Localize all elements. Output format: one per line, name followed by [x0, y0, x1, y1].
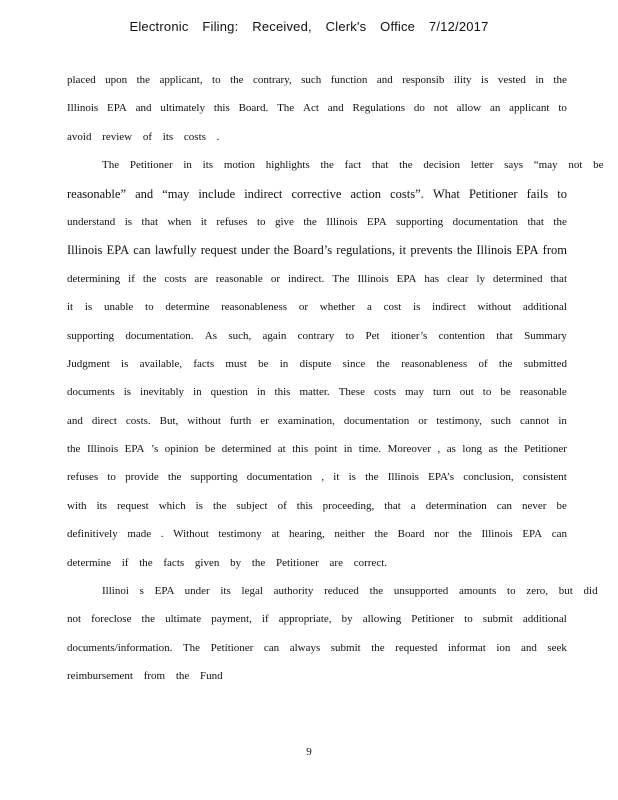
word: ility	[453, 74, 472, 86]
word: testimony	[218, 528, 262, 541]
word: contrary,	[252, 74, 292, 86]
document-body	[67, 66, 604, 691]
word: be	[258, 357, 269, 370]
word: since	[342, 357, 366, 370]
word: EPA	[396, 272, 417, 285]
word: and	[520, 641, 537, 654]
text-line	[67, 662, 567, 690]
word: that	[384, 499, 401, 512]
text-line	[67, 94, 567, 122]
word: to	[482, 386, 492, 399]
word: costs	[373, 386, 396, 399]
word: such	[490, 414, 512, 427]
word: the	[142, 272, 157, 285]
word: request	[200, 243, 237, 258]
word: unable	[103, 301, 134, 314]
word: turn	[432, 386, 451, 399]
word: cost	[383, 301, 402, 314]
word: costs	[164, 272, 187, 285]
word: ultimately	[160, 102, 205, 115]
word: indirect.	[287, 272, 325, 285]
word: Illinois	[387, 471, 419, 484]
word: this	[213, 102, 230, 115]
word: to	[464, 613, 473, 626]
word: is	[481, 74, 489, 86]
word: supporting	[190, 471, 238, 484]
word: and	[135, 186, 154, 201]
text-run: The Petitioner in its motion highlights the fact that the decision letter says “may not be	[102, 159, 604, 172]
word: ’s	[150, 443, 159, 456]
text-line	[67, 463, 567, 491]
word: the	[458, 528, 472, 541]
word: submitted	[523, 357, 567, 370]
text-line	[67, 350, 567, 378]
word: EPA	[366, 215, 387, 228]
word: as	[488, 443, 498, 456]
word: in	[279, 357, 289, 370]
word: without	[187, 414, 221, 427]
word: by	[341, 613, 353, 626]
word: in	[256, 386, 266, 399]
word: neither	[334, 528, 365, 541]
word: Illinois	[86, 443, 119, 456]
word: time.	[358, 443, 382, 456]
word: has	[424, 272, 440, 285]
word: Act	[303, 102, 319, 115]
text-line	[67, 180, 567, 208]
word: facts	[193, 357, 215, 370]
word: of	[277, 499, 287, 512]
word: the	[212, 499, 227, 512]
word: that	[550, 272, 567, 285]
word: the	[376, 357, 390, 370]
word: upon	[105, 74, 128, 86]
word: inevitably	[140, 386, 185, 399]
word: an	[489, 102, 501, 115]
text-run: avoid review of its costs .	[67, 130, 220, 143]
text-line	[67, 322, 567, 350]
word: reasonable	[519, 386, 567, 399]
word: may	[405, 386, 424, 399]
word: ,	[321, 471, 325, 484]
word: Board	[397, 528, 425, 541]
word: include	[198, 186, 236, 201]
word: testimony,	[436, 414, 482, 427]
word: in	[535, 74, 544, 86]
word: is	[123, 386, 132, 399]
word: lawfully	[154, 243, 197, 258]
word: fails	[526, 186, 549, 201]
word: can	[263, 641, 280, 654]
word: can	[496, 499, 513, 512]
word: submit	[482, 613, 513, 626]
text-run: determine if the facts given by the Petitioner are correct.	[67, 556, 388, 569]
text-line	[67, 520, 567, 548]
word: reasonableness	[221, 301, 288, 314]
word: Petitioner	[524, 443, 567, 456]
word: matter.	[299, 386, 330, 399]
word: is	[124, 215, 133, 228]
word: .	[160, 528, 164, 541]
word: at	[277, 443, 286, 456]
word: corrective	[291, 186, 342, 201]
word: documents/information.	[67, 641, 173, 654]
word: supporting	[67, 329, 115, 342]
word: be	[204, 443, 216, 456]
text-line	[67, 435, 567, 463]
word: costs.	[125, 414, 151, 427]
word: its	[96, 499, 107, 512]
word: Judgment	[67, 357, 110, 370]
word: available,	[139, 357, 183, 370]
word: The	[277, 102, 295, 115]
word: never	[522, 499, 547, 512]
word: The	[332, 272, 350, 285]
word: function	[330, 74, 368, 86]
word: contention	[438, 329, 486, 342]
word: applicant,	[159, 74, 203, 86]
word: long	[462, 443, 482, 456]
word: determination	[425, 499, 487, 512]
word: These	[338, 386, 365, 399]
text-run: reimbursement from the Fund	[67, 670, 223, 683]
word: documentation	[452, 215, 519, 228]
word: refuses	[67, 471, 99, 484]
text-line	[67, 549, 567, 577]
text-line	[67, 407, 567, 435]
word: Board’s	[293, 243, 333, 258]
word: it	[67, 301, 74, 314]
word: nor	[434, 528, 449, 541]
text-line	[67, 151, 604, 179]
word: do	[413, 102, 425, 115]
word: prevents	[410, 243, 453, 258]
word: determined	[221, 443, 272, 456]
word: reasonable	[215, 272, 263, 285]
word: clear	[447, 272, 469, 285]
word: opinion	[164, 443, 199, 456]
word: the	[67, 443, 81, 456]
word: dispute	[299, 357, 332, 370]
word: not	[433, 102, 448, 115]
text-line	[67, 66, 567, 94]
word: Regulations	[352, 102, 406, 115]
word: vested	[497, 74, 526, 86]
word: can	[133, 243, 151, 258]
word: this	[274, 386, 291, 399]
word: and	[135, 102, 152, 115]
word: EPA	[522, 528, 543, 541]
word: Illinois	[476, 243, 512, 258]
word: ultimate	[165, 613, 202, 626]
word: Illinois	[481, 528, 513, 541]
word: documents	[67, 386, 115, 399]
word: additional	[522, 301, 567, 314]
word: that	[527, 215, 544, 228]
word: be	[500, 386, 511, 399]
word: placed	[67, 74, 96, 86]
word: EPA	[516, 243, 539, 258]
word: definitively	[67, 528, 118, 541]
word: made	[127, 528, 152, 541]
word: itioner’s	[390, 329, 428, 342]
word: applicant	[509, 102, 550, 115]
word: a	[366, 301, 372, 314]
word: Petitioner	[468, 186, 518, 201]
text-line	[67, 265, 567, 293]
word: The	[182, 641, 201, 654]
word: it	[200, 215, 207, 228]
word: the	[230, 74, 244, 86]
word: in	[558, 414, 567, 427]
word: are	[194, 272, 208, 285]
word: determined	[493, 272, 543, 285]
word: regulations,	[336, 243, 395, 258]
word: the	[141, 613, 155, 626]
word: the	[498, 357, 513, 370]
word: as	[446, 443, 456, 456]
word: is	[413, 301, 421, 314]
word: subject	[236, 499, 268, 512]
word: question	[210, 386, 248, 399]
word: Without	[173, 528, 209, 541]
word: direct	[91, 414, 117, 427]
word: the	[553, 74, 567, 86]
word: But,	[159, 414, 179, 427]
word: with	[67, 499, 87, 512]
text-run: Illinoi s EPA under its legal authority reduced the unsupported amounts to zero, but did	[102, 585, 598, 598]
word: of	[478, 357, 488, 370]
word: the	[371, 641, 385, 654]
word: it	[333, 471, 340, 484]
word: the	[365, 471, 379, 484]
word: refuses	[216, 215, 248, 228]
word: Illinois	[67, 102, 99, 115]
word: under	[241, 243, 270, 258]
word: informat	[447, 641, 486, 654]
word: to	[145, 301, 154, 314]
word: Illinois	[357, 272, 389, 285]
word: supporting	[396, 215, 444, 228]
word: the	[167, 471, 182, 484]
word: indirect	[432, 301, 466, 314]
word: can	[551, 528, 567, 541]
word: be	[556, 499, 567, 512]
word: provide	[125, 471, 159, 484]
word: contrary	[297, 329, 335, 342]
word: request	[116, 499, 149, 512]
word: EPA	[106, 243, 130, 258]
word: or	[418, 414, 428, 427]
word: always	[289, 641, 321, 654]
word: that	[141, 215, 159, 228]
word: Summary	[524, 329, 567, 342]
word: responsib	[402, 74, 445, 86]
word: Pet	[365, 329, 380, 342]
word: hearing,	[289, 528, 325, 541]
word: What	[432, 186, 460, 201]
word: this	[296, 499, 313, 512]
word: a	[410, 499, 416, 512]
word: again	[262, 329, 287, 342]
word: understand	[67, 215, 116, 228]
text-line	[67, 123, 567, 151]
word: which	[158, 499, 186, 512]
word: As	[204, 329, 218, 342]
word: in	[193, 386, 202, 399]
word: examination,	[277, 414, 335, 427]
text-line	[67, 293, 567, 321]
word: allowing	[362, 613, 402, 626]
word: if	[128, 272, 135, 285]
word: or	[270, 272, 280, 285]
word: reasonableness	[401, 357, 468, 370]
word: payment,	[211, 613, 252, 626]
text-line	[67, 492, 567, 520]
word: if	[261, 613, 269, 626]
word: that	[496, 329, 513, 342]
word: ion	[496, 641, 511, 654]
word: the	[456, 243, 473, 258]
word: and	[67, 414, 83, 427]
word: the	[136, 74, 151, 86]
word: ly	[476, 272, 486, 285]
word: requested	[395, 641, 438, 654]
word: documentation.	[125, 329, 194, 342]
word: when	[167, 215, 192, 228]
word: Moreover	[387, 443, 431, 456]
word: proceeding,	[322, 499, 375, 512]
word: EPA	[124, 443, 145, 456]
word: documentation	[246, 471, 313, 484]
word: such	[301, 74, 322, 86]
word: without	[477, 301, 512, 314]
word: and	[376, 74, 393, 86]
word: Petitioner	[210, 641, 254, 654]
word: cannot	[520, 414, 550, 427]
word: to	[558, 102, 567, 115]
word: from	[542, 243, 567, 258]
word: reasonable”	[67, 186, 126, 201]
word: er	[260, 414, 269, 427]
word: this	[292, 443, 309, 456]
word: whether	[319, 301, 356, 314]
word: out	[459, 386, 474, 399]
word: give	[274, 215, 294, 228]
word: not	[67, 613, 82, 626]
text-line	[67, 577, 598, 605]
filing-stamp-header: Electronic Filing: Received, Clerk's Office 7/12/2017	[129, 19, 489, 34]
word: ,	[437, 443, 441, 456]
word: Petitioner	[411, 613, 455, 626]
text-line	[67, 634, 567, 662]
word: Illinois	[326, 215, 358, 228]
word: appropriate,	[278, 613, 332, 626]
word: point	[314, 443, 338, 456]
word: the	[504, 443, 518, 456]
text-line	[67, 236, 567, 264]
word: is	[348, 471, 356, 484]
word: seek	[547, 641, 567, 654]
word: consistent	[522, 471, 567, 484]
page-number: 9	[306, 746, 312, 758]
word: additional	[522, 613, 567, 626]
word: to	[212, 74, 221, 86]
word: the	[273, 243, 289, 258]
word: the	[374, 528, 388, 541]
word: costs”.	[390, 186, 424, 201]
word: it	[399, 243, 407, 258]
word: “may	[162, 186, 190, 201]
word: must	[225, 357, 247, 370]
word: or	[298, 301, 308, 314]
word: EPA	[107, 102, 127, 115]
word: the	[303, 215, 317, 228]
text-line	[67, 208, 567, 236]
word: EPA’s	[428, 471, 455, 484]
word: to	[107, 471, 116, 484]
word: foreclose	[91, 613, 132, 626]
word: in	[343, 443, 353, 456]
word: to	[345, 329, 355, 342]
word: action	[350, 186, 382, 201]
word: such,	[228, 329, 252, 342]
word: conclusion,	[463, 471, 514, 484]
word: furth	[229, 414, 252, 427]
text-line	[67, 605, 567, 633]
word: indirect	[244, 186, 283, 201]
word: Illinois	[67, 243, 103, 258]
word: Board.	[238, 102, 269, 115]
word: is	[121, 357, 129, 370]
word: submit	[330, 641, 361, 654]
word: is	[195, 499, 203, 512]
word: to	[256, 215, 266, 228]
text-line	[67, 378, 567, 406]
word: the	[553, 215, 567, 228]
word: allow	[456, 102, 482, 115]
word: and	[327, 102, 344, 115]
word: determine	[165, 301, 210, 314]
word: to	[557, 186, 567, 201]
word: determining	[67, 272, 121, 285]
word: is	[84, 301, 93, 314]
word: at	[271, 528, 280, 541]
word: documentation	[343, 414, 410, 427]
